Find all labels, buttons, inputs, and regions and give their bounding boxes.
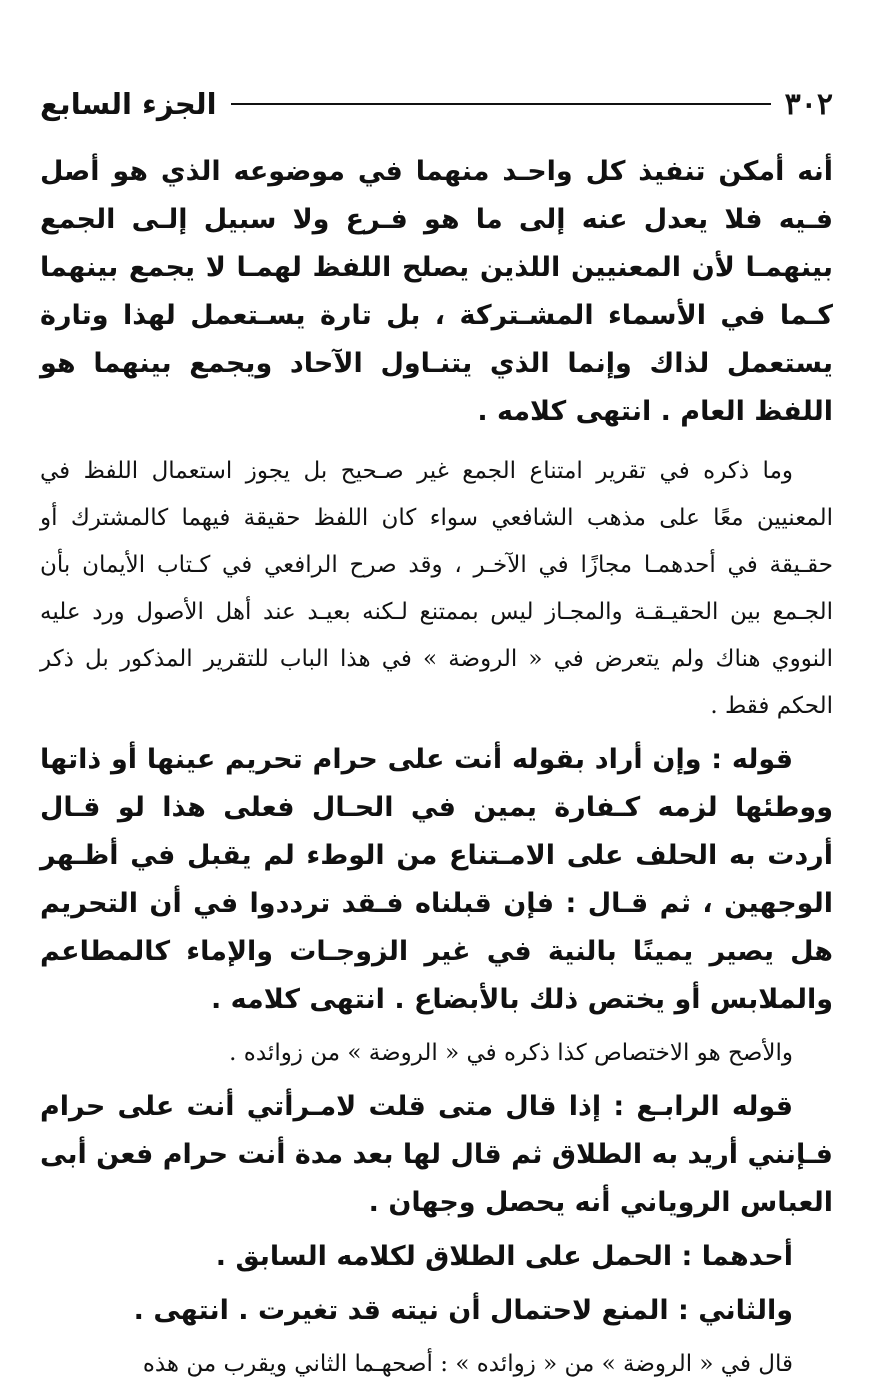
- page-number: ٣٠٢: [784, 86, 833, 122]
- commentary-paragraph-1: وما ذكره في تقرير امتناع الجمع غير صـحيح بل يجوز استعمال اللفظ في المعنيين معًا على مذهب الشافعي سواء كان اللفظ حقيقة فيهما كالمشترك أو حقـيقة في أحدهمـا مجازًا في الآخـر ، وقد صرح الرافعي في كـتاب الأيمان بأن الجـمع بين الحقيـقـة والمجـاز ليس بممتنع لـكنه بعيـد عند أهل الأصول ورد عليه النووي هناك ولم يتعرض في « الروضة » في هذا الباب للتقرير المذكور بل ذكر الحكم فقط .: [40, 458, 833, 719]
- first-opinion: أحدهما : الحمل على الطلاق لكلامه السابق .: [215, 1241, 793, 1272]
- header-rule: [231, 103, 771, 105]
- quoted-passage-3: قوله الرابـع : إذا قال متى قلت لامـرأتي أنت على حرام فـإنني أريد به الطلاق ثم قال لها بعد مدة أنت حرام فعن أبى العباس الروياني أنه يحصل وجهان .: [40, 1091, 833, 1218]
- volume-title: الجزء السابع: [40, 87, 217, 121]
- body-text: [40, 148, 833, 1388]
- commentary-paragraph-2: والأصح هو الاختصاص كذا ذكره في « الروضة » من زوائده .: [229, 1040, 793, 1066]
- second-opinion: والثاني : المنع لاحتمال أن نيته قد تغيرت . انتهى .: [133, 1295, 793, 1326]
- quoted-passage-1: أنه أمكن تنفيذ كل واحـد منهما في موضوعه الذي هو أصل فـيه فلا يعدل عنه إلى ما هو فـرع ولا سبيل إلـى الجمع بينهمـا لأن المعنيين اللذين يصلح اللفظ لهمـا لا يجمع بينهما كـما في الأسماء المشـتركة ، بل تارة يسـتعمل لهذا وتارة يستعمل لذاك وإنما الذي يتنـاول الآحاد ويجمع بينهما هو اللفظ العام . انتهى كلامه .: [40, 156, 833, 427]
- commentary-paragraph-3: قال في « الروضة » من « زوائده » : أصحهـما الثاني ويقرب من هذه: [142, 1351, 793, 1377]
- quoted-passage-2: قوله : وإن أراد بقوله أنت على حرام تحريم عينها أو ذاتها ووطئها لزمه كـفارة يمين في الحـال فعلى هذا لو قـال أردت به الحلف على الامـتناع من الوطء لم يقبل في أظـهر الوجهين ، ثم قـال : فإن قبلناه فـقد ترددوا في أن التحريم هل يصير يمينًا بالنية في غير الزوجـات والإماء كالمطاعم والملابس أو يختص ذلك بالأبضاع . انتهى كلامه .: [40, 744, 833, 1015]
- page-header: [40, 82, 833, 126]
